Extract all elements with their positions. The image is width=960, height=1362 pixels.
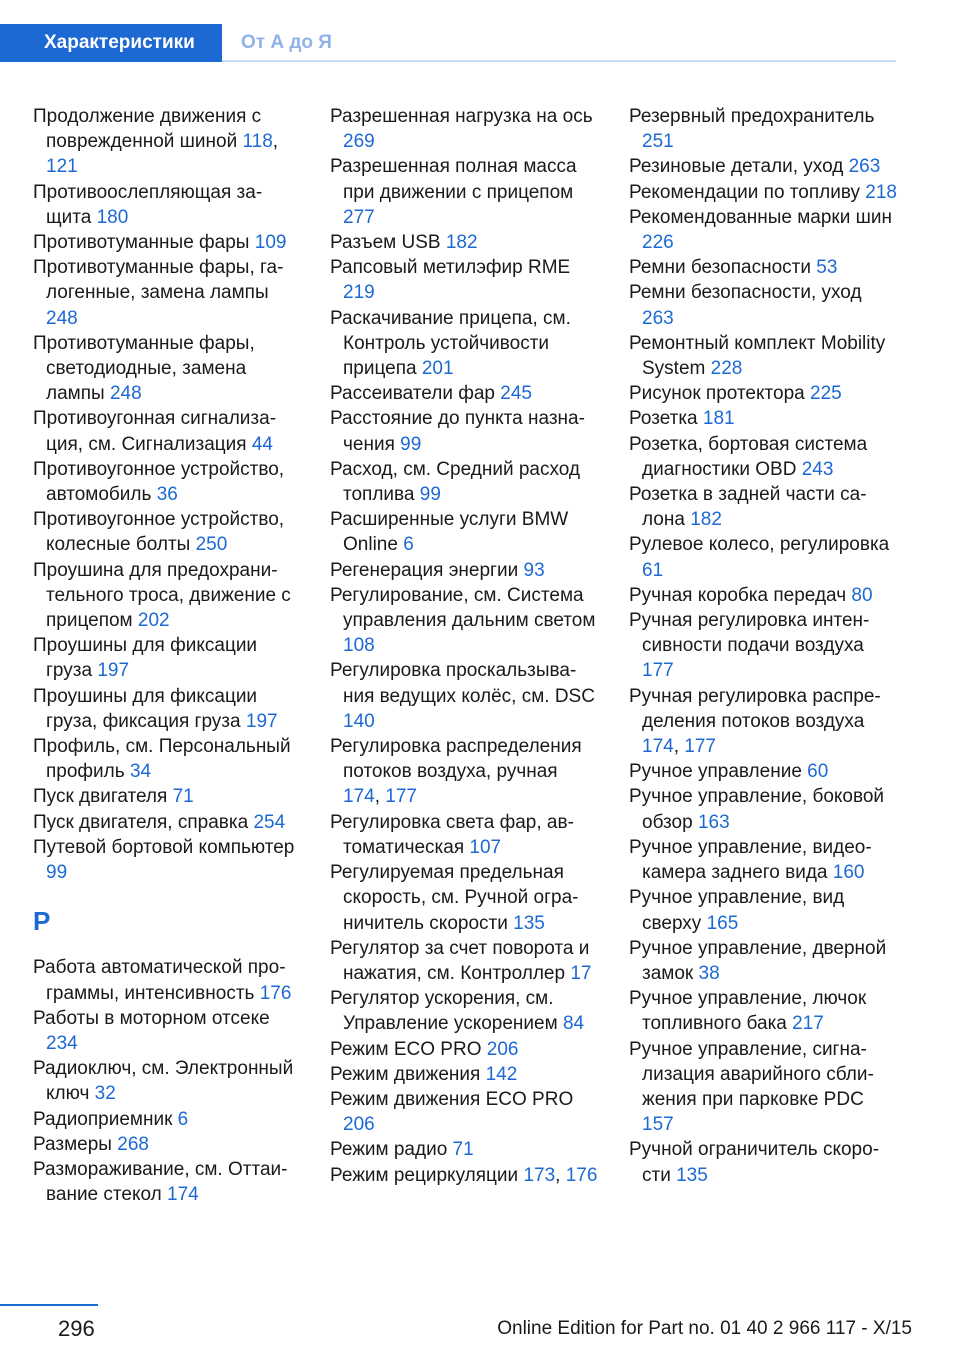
index-entry (33, 955, 301, 1005)
index-entry (33, 734, 301, 784)
page-link[interactable]: 38 (698, 962, 720, 984)
index-column-2 (330, 104, 598, 1188)
index-entry-text: Противоугонная сигнализация, см. Сигнализация (33, 408, 277, 455)
page-link[interactable]: 218 (865, 181, 897, 203)
index-entry (330, 1062, 598, 1087)
page-link[interactable]: 263 (848, 156, 881, 178)
page-link[interactable]: 71 (172, 786, 194, 808)
index-entry-text: Розетка в задней части салона (629, 484, 867, 531)
index-entry (629, 986, 897, 1036)
page-link[interactable]: 109 (254, 232, 287, 254)
index-entry (629, 608, 897, 684)
page-link[interactable]: 142 (485, 1063, 518, 1085)
index-entry-text: Ручное управление, боковой обзор (629, 786, 885, 833)
index-entry-text: Ручной ограничитель скорости (629, 1139, 880, 1186)
tab-a-to-z[interactable]: От А до Я (241, 32, 332, 53)
index-entry-text: Регулировка света фар, автоматическая (330, 811, 574, 858)
index-entry-text: Противотуманные фары, светодиодные, замена лампы (33, 332, 255, 405)
index-entry-text: Противотуманные фары, галогенные, замена лампы (33, 257, 284, 304)
index-entry-text: Ручное управление, лючок топливного бака (629, 988, 867, 1035)
index-entry (33, 684, 301, 734)
page-link[interactable]: 177 (385, 786, 417, 808)
index-entry (629, 1037, 897, 1138)
page-number: 296 (58, 1316, 95, 1341)
index-entry (33, 230, 301, 255)
index-entry-text: Регулировка распределения потоков воздуха, ручная (330, 736, 582, 783)
index-entry (33, 331, 301, 407)
page-link[interactable]: 17 (570, 962, 592, 984)
index-entry (33, 1132, 301, 1157)
index-entry (33, 1056, 301, 1106)
page-link[interactable]: 182 (690, 509, 722, 531)
index-entry (33, 835, 301, 885)
index-entry (330, 154, 598, 230)
index-entry-text: Рекомендованные марки шин (629, 206, 892, 228)
index-entry (33, 558, 301, 634)
page-link[interactable]: 118 (242, 131, 273, 153)
index-entry (330, 658, 598, 734)
index-entry-text: Продолжение движения с поврежденной шиной (33, 106, 262, 153)
index-entry-text: Размораживание, см. Оттаивание стекол (33, 1158, 288, 1206)
page-link[interactable]: 135 (676, 1164, 708, 1186)
header-tabs (0, 24, 896, 62)
index-entry-text: Ремни безопасности (629, 257, 817, 279)
page-link[interactable]: 165 (706, 912, 739, 934)
page-link[interactable]: 206 (486, 1038, 519, 1060)
index-entry (330, 583, 598, 659)
index-entry-text: Ручное управление, дверной замок (629, 937, 887, 984)
index-entry (629, 482, 897, 532)
page-link[interactable]: 177 (642, 660, 674, 682)
index-entry (330, 1037, 598, 1062)
page-link[interactable]: 197 (245, 710, 278, 732)
index-entry-text: Рассеиватели фар (330, 383, 501, 405)
index-entry-text: Регулирование, см. Система управления дальним светом (330, 584, 596, 632)
page-link[interactable]: 250 (195, 534, 228, 556)
index-entry (330, 1087, 598, 1137)
index-entry-text: Ручное управление, сигнализация аварийного сближения при парковке PDC (629, 1038, 874, 1110)
page-link[interactable]: 60 (807, 761, 829, 783)
page-link[interactable]: 80 (851, 584, 873, 606)
index-entry-text: Режим ECO PRO (330, 1038, 487, 1060)
page-link[interactable]: 44 (251, 433, 273, 455)
index-entry (629, 104, 897, 154)
page-link[interactable]: 53 (816, 257, 838, 279)
index-entry-text: Противоугонное устройство, автомобиль (33, 458, 285, 506)
index-entry (330, 255, 598, 305)
page-link[interactable]: 121 (46, 156, 78, 178)
page-link[interactable]: 181 (702, 408, 735, 430)
index-entry (629, 432, 897, 482)
page-link[interactable]: 269 (343, 131, 375, 153)
index-entry-text: Разрешенная полная масса при движении с прицепом (330, 156, 577, 203)
page-link[interactable]: 176 (565, 1164, 598, 1186)
index-entry-text: Режим движения ECO PRO (330, 1088, 574, 1110)
index-entry-text: Радиоключ, см. Электронный ключ (33, 1058, 294, 1105)
page-link[interactable]: 135 (513, 912, 545, 934)
index-entry (629, 784, 897, 834)
index-entry (330, 810, 598, 860)
page-link[interactable]: 108 (343, 635, 375, 657)
page-link[interactable]: 173 (523, 1164, 556, 1186)
index-entry-text: Регулятор за счет поворота и нажатия, см. Контроллер (330, 937, 590, 984)
page-link[interactable]: 160 (832, 862, 865, 884)
page-link[interactable]: 197 (97, 660, 130, 682)
edition-note: Online Edition for Part no. 01 40 2 966 117 - X/15 (497, 1318, 912, 1339)
index-entry (330, 381, 598, 406)
index-entry (33, 1157, 301, 1207)
index-entry-text: Разъем USB (330, 232, 446, 254)
index-entry-text: Ручное управление, видеокамера заднего вида (629, 836, 872, 884)
index-entry (330, 986, 598, 1036)
page-link[interactable]: 225 (810, 383, 842, 405)
index-entry (629, 406, 897, 431)
index-entry-text: Расход, см. Средний расход топлива (330, 458, 580, 506)
index-entry-text: Регулировка проскальзывания ведущих колёс, см. DSC (330, 660, 595, 707)
index-entry (33, 633, 301, 683)
index-entry (629, 381, 897, 406)
page-link[interactable]: 107 (469, 836, 502, 858)
page-link[interactable]: 99 (419, 484, 441, 506)
index-entry-text: Ремонтный комплект Mobility System (629, 332, 886, 380)
index-entry-text: Противоослепляющая защита (33, 181, 263, 228)
index-entry (33, 507, 301, 557)
index-entry-text: Разрешенная нагрузка на ось (330, 106, 593, 127)
index-entry-text: Путевой бортовой компьютер (33, 836, 295, 858)
index-entry (330, 457, 598, 507)
index-entry (330, 1137, 598, 1162)
index-entry (629, 180, 897, 205)
index-entry (330, 507, 598, 557)
index-entry-text: Розетка (629, 408, 703, 430)
page-link[interactable]: 277 (343, 206, 375, 228)
index-column-3 (629, 104, 897, 1188)
index-entry-text: Рисунок протектора (629, 383, 810, 405)
page-link[interactable]: 174 (167, 1184, 199, 1206)
page-link[interactable]: 140 (343, 710, 375, 732)
index-entry (330, 936, 598, 986)
page-link[interactable]: 99 (400, 433, 422, 455)
index-entry-text: Профиль, см. Персональный профиль (33, 736, 291, 783)
page-link[interactable]: 6 (403, 534, 414, 556)
index-entry: Ручная регулировка распределения потоков воздуха 174, 177 (629, 685, 881, 758)
page-link[interactable]: 263 (642, 307, 674, 329)
tab-divider (222, 60, 896, 62)
index-entry-text: Ручное управление, вид сверху (629, 887, 845, 934)
index-entry-text: Пуск двигателя, справка (33, 811, 254, 833)
page-link[interactable]: 254 (253, 811, 286, 833)
index-entry (629, 532, 897, 582)
page-link[interactable]: 234 (46, 1032, 78, 1054)
section-letter: Р (33, 906, 51, 937)
index-entry (330, 406, 598, 456)
index-entry-text: Ручная регулировка интенсивности подачи воздуха (629, 610, 870, 657)
page-link[interactable]: 217 (792, 1013, 824, 1035)
index-entry (33, 180, 301, 230)
index-entry-text: Регулируемая предельная скорость, см. Ручной ограничитель скорости (330, 862, 579, 934)
page-link[interactable]: 228 (710, 358, 743, 380)
index-entry (33, 406, 301, 456)
footer-rule (0, 1304, 98, 1306)
page-link[interactable]: 99 (46, 862, 68, 884)
tab-characteristics[interactable]: Характеристики (0, 24, 222, 62)
page-link[interactable]: 93 (523, 559, 545, 581)
page-link[interactable]: 182 (445, 232, 478, 254)
index-entry (629, 280, 897, 330)
page-link[interactable]: 248 (46, 307, 78, 329)
index-entry-text: Раскачивание прицепа, см. Контроль устойчивости прицепа (330, 307, 571, 380)
index-entry (629, 331, 897, 381)
index-entry (33, 810, 301, 835)
page-link[interactable]: 251 (642, 131, 674, 153)
index-entry (33, 784, 301, 809)
index-entry-text: Расширенные услуги BMW Online (330, 509, 569, 556)
index-entry-text: Ручная коробка передач (629, 584, 852, 606)
index-entry (629, 936, 897, 986)
page-link[interactable]: 6 (177, 1108, 189, 1130)
page-link[interactable]: 177 (684, 736, 716, 758)
page-link[interactable]: 219 (343, 282, 375, 304)
page-link[interactable]: 163 (697, 811, 730, 833)
index-entry (330, 558, 598, 583)
page-link[interactable]: 84 (562, 1013, 585, 1035)
page-link[interactable]: 32 (94, 1083, 116, 1105)
index-entry-text: Расстояние до пункта назначения (330, 408, 585, 455)
page-link[interactable]: 61 (642, 559, 664, 581)
index-entry-text: Розетка, бортовая система диагностики OBD (629, 433, 868, 480)
index-entry-text: Рекомендации по топливу (629, 181, 866, 203)
index-entry-text: Работы в моторном отсеке (33, 1007, 270, 1029)
index-entry-text: Пуск двигателя (33, 786, 173, 808)
index-entry (330, 306, 598, 382)
index-entry-text: Резервный предохранитель (629, 106, 875, 127)
page-link[interactable]: 71 (452, 1139, 474, 1161)
index-entry-text: Режим рециркуляции (330, 1164, 524, 1186)
index-entry-text: Радиоприемник (33, 1108, 178, 1130)
index-entry (330, 230, 598, 255)
page-link[interactable]: 248 (109, 383, 142, 405)
index-entry (629, 205, 897, 255)
page-link[interactable]: 245 (500, 383, 532, 405)
index-entry (629, 759, 897, 784)
page-link[interactable]: 226 (642, 232, 674, 254)
index-entry-text: Ручная регулировка распределения потоков воздуха (629, 685, 881, 732)
index-entry (33, 1006, 301, 1056)
page-link[interactable]: 157 (642, 1114, 674, 1136)
page-link[interactable]: 176 (259, 982, 292, 1004)
index-entry (629, 885, 897, 935)
index-entry-text: Противоугонное устройство, колесные болты (33, 509, 285, 556)
index-entry (629, 1137, 897, 1187)
index-entry-text: Рулевое колесо, регулировка (629, 534, 890, 556)
page-link[interactable]: 268 (117, 1133, 149, 1155)
index-entry (33, 457, 301, 507)
index-entry-text: Регенерация энергии (330, 559, 524, 581)
index-column-1 (33, 104, 301, 1207)
page-link[interactable]: 180 (96, 206, 129, 228)
index-entry-text: Проушины для фиксации груза, фиксация груза (33, 685, 258, 732)
index-entry-text: Противотуманные фары (33, 232, 255, 254)
index-entry (629, 583, 897, 608)
index-entry-text: Размеры (33, 1133, 118, 1155)
index-entry-text: Режим радио (330, 1139, 453, 1161)
page-link[interactable]: 206 (343, 1114, 375, 1136)
index-entry-text: Резиновые детали, уход (629, 156, 849, 178)
index-entry-text: Регулятор ускорения, см. Управление ускорением (330, 988, 563, 1035)
page-link[interactable]: 201 (421, 358, 454, 380)
index-entry-text: Проушина для предохранительного троса, движение с прицепом (33, 559, 291, 632)
index-entry-text: Режим движения (330, 1063, 486, 1085)
index-entry-text: Работа автоматической программы, интенсивность (33, 957, 286, 1004)
index-entry (33, 255, 301, 331)
page-link[interactable]: 243 (801, 458, 834, 480)
index-entry: Продолжение движения с поврежденной шиной 118, 121 (33, 106, 279, 178)
index-entry: Режим рециркуляции 173, 176 (330, 1164, 598, 1186)
index-entry (33, 1107, 301, 1132)
page-link[interactable]: 174 (642, 736, 674, 758)
page-link[interactable]: 36 (156, 484, 178, 506)
page-link[interactable]: 202 (137, 610, 170, 632)
index-entry-text: Ручное управление (629, 761, 808, 783)
index-entry (629, 154, 897, 179)
index-entry-text: Ремни безопасности, уход (629, 282, 862, 304)
index-entry (330, 104, 598, 154)
index-entry (629, 255, 897, 280)
index-entry-text: Проушины для фиксации груза (33, 635, 258, 682)
page-link[interactable]: 174 (343, 786, 375, 808)
index-entry (330, 860, 598, 936)
index-entry: Регулировка распределения потоков воздуха, ручная 174, 177 (330, 736, 582, 808)
page-link[interactable]: 34 (129, 761, 152, 783)
index-entry-text: Рапсовый метилэфир RME (330, 257, 571, 279)
index-entry (629, 835, 897, 885)
